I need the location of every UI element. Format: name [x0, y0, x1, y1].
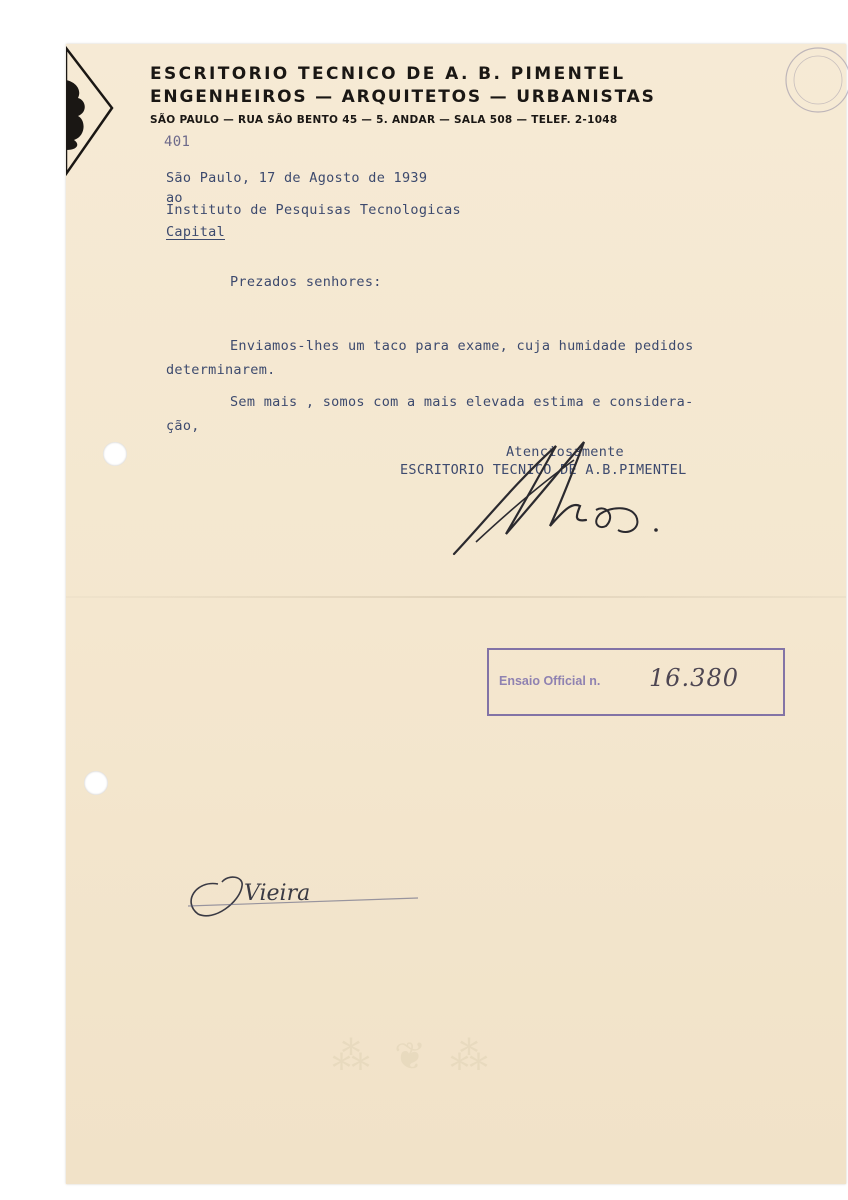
handwritten-annotation-signature [178, 862, 428, 926]
company-address: SÃO PAULO — RUA SÃO BENTO 45 — 5. ANDAR — SALA 508 — TELEF. 2-1048 [150, 114, 618, 126]
recipient-name: Instituto de Pesquisas Tecnologicas [166, 202, 461, 218]
company-name: ESCRITORIO TECNICO DE A. B. PIMENTEL [150, 64, 626, 84]
reference-number: 401 [164, 134, 191, 150]
postmark-stamp-icon [774, 46, 848, 126]
closing-line-1: Sem mais , somos com a mais elevada estima e considera- [230, 394, 694, 410]
company-professions: ENGENHEIROS — ARQUITETOS — URBANISTAS [150, 87, 656, 107]
salutation: Prezados senhores: [230, 274, 382, 290]
closing-line-2: ção, [166, 418, 200, 434]
handwritten-signature [446, 430, 676, 560]
recipient-city: Capital [166, 224, 225, 240]
punch-hole-bottom [84, 771, 108, 795]
fold-crease [66, 596, 846, 598]
recipient-prefix: ao [166, 190, 183, 206]
body-line-2: determinarem. [166, 362, 276, 378]
letter-sheet [66, 44, 846, 1184]
punch-hole-top [103, 442, 127, 466]
date-line: São Paulo, 17 de Agosto de 1939 [166, 170, 428, 186]
stamp-number: 16.380 [649, 664, 739, 692]
paper-watermark: ⁂ ❦ ⁂ [332, 1034, 494, 1078]
stamp-label: Ensaio Official n. [499, 674, 601, 688]
body-line-1: Enviamos-lhes um taco para exame, cuja humidade pedidos [230, 338, 694, 354]
signatory-firm: ESCRITORIO TECNICO DE A.B.PIMENTEL [400, 462, 687, 478]
letterhead [150, 64, 730, 126]
official-test-stamp [487, 648, 785, 716]
annotation-signature-text: Vieira [244, 881, 311, 906]
firm-logo-icon [66, 46, 116, 176]
complimentary-close: Atenciosamente [506, 444, 624, 460]
